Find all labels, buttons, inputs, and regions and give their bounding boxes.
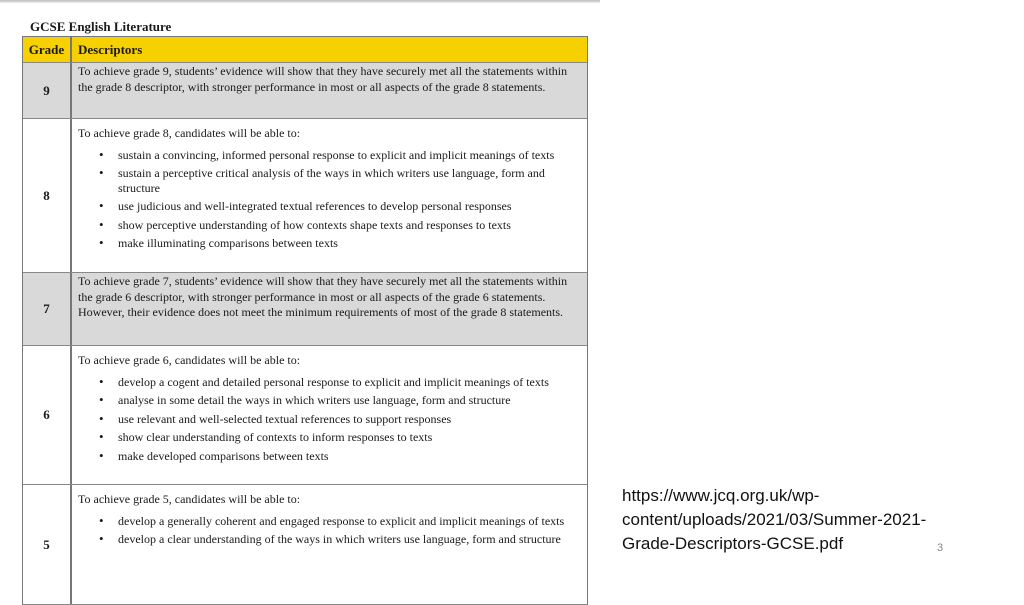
bullet-text: develop a generally coherent and engaged response to explicit and implicit meanings of texts	[118, 513, 565, 528]
bullet-text: sustain a perceptive critical analysis of the ways in which writers use language, form and structure	[118, 166, 545, 195]
descriptor-text: To achieve grade 6, candidates will be able to:	[78, 353, 301, 367]
bullet-icon: •	[99, 531, 104, 546]
grade-descriptors-table	[22, 36, 588, 605]
list-item	[78, 514, 564, 529]
bullet-text: develop a cogent and detailed personal response to explicit and implicit meanings of texts	[118, 374, 549, 389]
descriptor-cell	[72, 119, 587, 272]
list-item	[78, 199, 581, 214]
grade-cell: 7	[23, 273, 72, 345]
bullet-text: show clear understanding of contexts to inform responses to texts	[118, 430, 433, 444]
image-top-edge	[0, 0, 600, 3]
descriptor-text: To achieve grade 7, students’ evidence will show that they have securely met all the statements within the grade 6 descriptor, with stronger performance in most or all aspects of the grade 6 statements. However, their evidence does not meet the minimum requirements of most of the grade 8 statements.	[78, 274, 568, 319]
bullet-icon: •	[99, 198, 104, 213]
url-line: Grade-Descriptors-GCSE.pdf	[622, 534, 844, 553]
table-row	[23, 119, 587, 273]
bullet-icon: •	[99, 235, 104, 250]
table-row	[23, 485, 587, 605]
grade-cell: 5	[23, 485, 72, 604]
source-url[interactable]	[622, 484, 926, 556]
bullet-icon: •	[99, 216, 104, 232]
list-item	[78, 430, 549, 445]
bullet-icon: •	[99, 410, 104, 426]
descriptor-text: To achieve grade 9, students’ evidence will show that they have securely met all the statements within the grade 8 descriptor, with stronger performance in most or all aspects of the grade 8 statements.	[78, 64, 568, 94]
list-item	[78, 532, 564, 547]
bullet-icon: •	[99, 373, 104, 389]
list-item	[78, 449, 549, 464]
descriptor-list	[78, 514, 564, 547]
bullet-text: make developed comparisons between texts	[118, 448, 329, 463]
descriptor-cell	[72, 273, 587, 345]
bullet-icon: •	[99, 146, 104, 162]
list-item	[78, 412, 549, 427]
bullet-text: make illuminating comparisons between texts	[118, 236, 338, 250]
list-item	[78, 393, 549, 408]
url-line: content/uploads/2021/03/Summer-2021-	[622, 510, 927, 529]
page-number: 3	[937, 542, 944, 554]
url-line: https://www.jcq.org.uk/wp-	[622, 486, 820, 505]
bullet-icon: •	[99, 447, 104, 463]
table-row	[23, 273, 587, 346]
list-item	[78, 218, 581, 233]
list-item	[78, 375, 549, 390]
grade-cell: 6	[23, 346, 72, 484]
descriptor-cell	[72, 346, 555, 484]
descriptor-text: To achieve grade 8, candidates will be able to:	[78, 126, 301, 140]
bullet-text: sustain a convincing, informed personal response to explicit and implicit meanings of texts	[118, 147, 555, 162]
header-descriptors: Descriptors	[78, 42, 143, 58]
bullet-text: show perceptive understanding of how contexts shape texts and responses to texts	[118, 217, 511, 232]
bullet-icon: •	[99, 512, 104, 528]
table-row	[23, 63, 587, 119]
grade-cell: 9	[23, 63, 72, 118]
list-item	[78, 166, 581, 195]
descriptor-text: To achieve grade 5, candidates will be able to:	[78, 492, 301, 506]
descriptor-list	[78, 148, 581, 251]
bullet-text: develop a clear understanding of the ways in which writers use language, form and structure	[118, 532, 561, 546]
bullet-icon: •	[99, 429, 104, 444]
header-grade: Grade	[23, 37, 72, 62]
descriptor-list	[78, 375, 549, 464]
bullet-text: use relevant and well-selected textual references to support responses	[118, 411, 452, 426]
descriptor-cell	[72, 63, 587, 118]
grade-cell: 8	[23, 119, 72, 272]
table-row	[23, 346, 587, 485]
list-item	[78, 148, 581, 163]
table-header	[23, 37, 587, 63]
document-title: GCSE English Literature	[30, 19, 172, 34]
descriptor-cell	[72, 485, 570, 604]
bullet-icon: •	[99, 165, 104, 180]
bullet-text: analyse in some detail the ways in which writers use language, form and structure	[118, 393, 511, 407]
bullet-text: use judicious and well-integrated textual references to develop personal responses	[118, 199, 512, 213]
list-item	[78, 236, 581, 251]
bullet-icon: •	[99, 392, 104, 407]
